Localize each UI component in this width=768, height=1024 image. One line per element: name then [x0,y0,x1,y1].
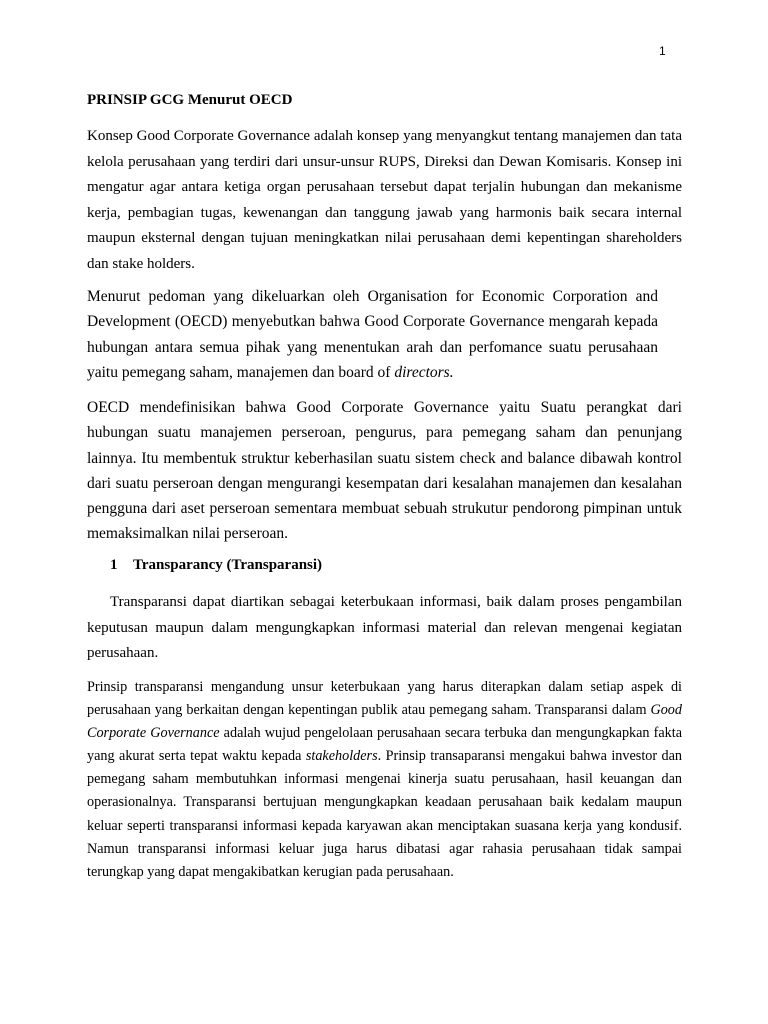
section-heading-transparancy [110,557,322,574]
paragraph-part: adalah wujud pengelolaan perusahaan secara terbuka dan mengungkapkan fakta yang akurat serta tepat waktu kepada [87,725,682,765]
paragraph-oecd-guideline-italic: directors. [394,363,454,381]
paragraph-oecd-definition: OECD mendefinisikan bahwa Good Corporate Governance yaitu Suatu perangkat dari hubungan suatu manajemen perseroan, pengurus, para pemegang saham dan penunjang lainnya. Itu membentuk struktur keberhasilan suatu sistem check and balance dibawah kontrol dari suatu perseroan dengan mengurangi kesempatan dari kesalahan manajemen dan kesalahan pengguna dari aset perseroan sementara membuat sebuah strukutur pendorong pimpinan untuk memaksimalkan nilai perseroan. [87,399,682,543]
paragraph-oecd-guideline [87,284,658,385]
paragraph-part: Prinsip transparansi mengandung unsur keterbukaan yang harus diterapkan dalam setiap aspek di perusahaan yang berkaitan dengan kepentingan publik atau pemegang saham. Transparansi dalam [87,679,682,719]
paragraph-transparency-principle [87,676,682,884]
document-title: PRINSIP GCG Menurut OECD [87,92,293,108]
paragraph-part: . Prinsip transaparansi mengakui bahwa investor dan pemegang saham membutuhkan informasi mengenai kinerja suatu perusahaan, hasil keuangan dan operasionalnya. Transparansi bertujuan mengungkapkan keadaan perusahaan baik kedalam maupun keluar seperti transparansi informasi kepada karyawan akan menciptakan suasana kerja yang kondusif. Namun transparansi informasi keluar juga harus dibatasi agar rahasia perusahaan tidak sampai terungkap yang dapat mengakibatkan kerugian pada perusahaan. [87,748,682,880]
paragraph-gcg-concept: Konsep Good Corporate Governance adalah konsep yang menyangkut tentang manajemen dan tata kelola perusahaan yang terdiri dari unsur-unsur RUPS, Direksi dan Dewan Komisaris. Konsep ini mengatur agar antara ketiga organ perusahaan tersebut dapat terjalin hubungan dan mekanisme kerja, pembagian tugas, kewenangan dan tanggung jawab yang harmonis baik secara internal maupun eksternal dengan tujuan meningkatkan nilai perusahaan demi kepentingan shareholders dan stake holders. [87,128,682,272]
paragraph-oecd-guideline-text: Menurut pedoman yang dikeluarkan oleh Organisation for Economic Corporation and Development (OECD) menyebutkan bahwa Good Corporate Governance mengarah kepada hubungan antara semua pihak yang menentukan arah dan perfomance suatu perusahaan yaitu pemegang saham, manajemen dan board of [87,288,658,381]
section-number: 1 [110,557,118,573]
paragraph-transparency-definition: Transparansi dapat diartikan sebagai keterbukaan informasi, baik dalam proses pengambilan keputusan maupun dalam mengungkapkan informasi material dan relevan mengenai kegiatan perusahaan. [87,594,682,661]
paragraph-italic-term: Good Corporate Governance [87,702,682,742]
paragraph-italic-term: stakeholders [305,748,378,765]
page-number: 1 [659,44,666,58]
section-title: Transparancy (Transparansi) [133,557,323,573]
